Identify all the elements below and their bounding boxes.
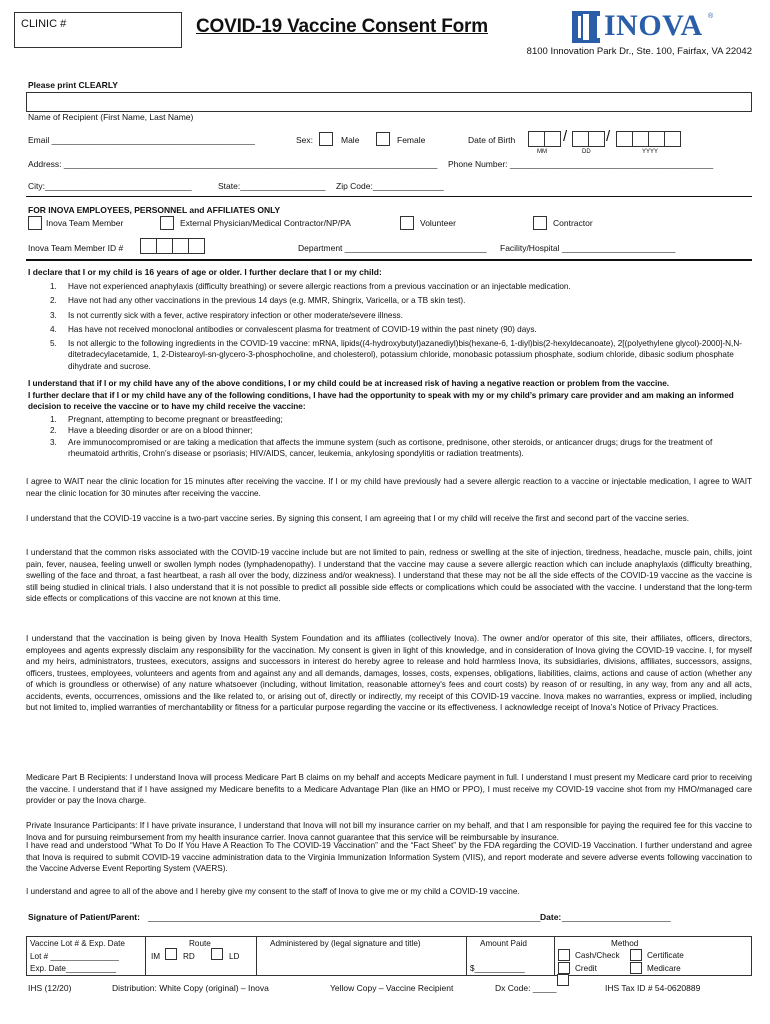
certificate-checkbox[interactable] — [630, 949, 642, 961]
list-item: 1. Have not experienced anaphylaxis (difficulty breathing) or severe allergic reactions from a previous vaccination or an injectable medication. — [50, 282, 571, 291]
clinic-number-box[interactable] — [14, 12, 182, 48]
cash-checkbox[interactable] — [558, 949, 570, 961]
dob-slash-2: / — [606, 128, 611, 145]
im-checkbox[interactable] — [165, 948, 177, 960]
medicare-checkbox[interactable] — [630, 962, 642, 974]
dob-slash-1: / — [563, 128, 568, 145]
recipient-name-input[interactable] — [26, 92, 752, 112]
ld-label: LD — [229, 952, 240, 961]
rd-checkbox[interactable] — [211, 948, 223, 960]
phone-field[interactable]: Phone Number: ___________________________________________ — [448, 159, 714, 169]
wait-paragraph: I agree to WAIT near the clinic location for 15 minutes after receiving the vaccine. If I or my child have previously had a severe allergic reaction to a vaccine or injectable medication, I agree to WAIT near the clinic location for 30 minutes after receiving the vaccine. — [26, 477, 752, 498]
sex-label: Sex: — [296, 135, 314, 145]
risks-paragraph: I understand that the common risks associated with the COVID-19 vaccine include but are not limited to pain, redness or swelling at the site of injection, tiredness, headache, muscle pain, chills, joint pain, fever, nausea, feeling unwell or swollen lymph nodes (lymphadenopathy). I understand that the vaccine may cause a severe allergic reaction which can include anaphylaxis (difficulty breathing, swelling of the face and throat, a fast heartbeat, a rash all over the body, dizziness and/or weakness). I understand that these may not be all the side effects of the COVID-19 vaccine as the vaccine is still being studied in clinical trials. I also understand that it is not possible to predict all possible side effects or complications which could be associated with the vaccine. I understand that the long-term side effects or complications of this vaccine are not known at this time. — [26, 548, 752, 603]
volunteer-checkbox[interactable] — [400, 216, 414, 230]
form-code: IHS (12/20) — [28, 983, 72, 993]
consent-paragraph: I understand and agree to all of the above and I hereby give my consent to the staff of Inova to give me or my child a COVID-19 vaccine. — [26, 887, 520, 896]
declaration-heading: I declare that I or my child is 16 years of age or older. I further declare that I or my child: — [28, 267, 382, 277]
address-field[interactable]: Address: _______________________________________________________________________________ — [28, 159, 438, 169]
exp-date-field[interactable]: Exp. Date___________ — [30, 964, 117, 973]
list-item: 2. Have not had any other vaccinations in the previous 14 days (e.g. MMR, Shingrix, Varicella, or a TB skin test). — [50, 296, 466, 306]
zip-field[interactable]: Zip Code:_______________ — [336, 181, 444, 191]
clinic-label: CLINIC # — [21, 18, 67, 30]
signature-label: Signature of Patient/Parent: — [28, 912, 140, 922]
distribution-note: Distribution: White Copy (original) – Inova — [112, 983, 269, 993]
inova-address: 8100 Innovation Park Dr., Ste. 100, Fairfax, VA 22042 — [526, 46, 752, 57]
city-field[interactable]: City:_______________________________ — [28, 181, 192, 191]
recipient-name-label: Name of Recipient (First Name, Last Name) — [28, 112, 194, 122]
route-header: Route — [189, 939, 211, 948]
employees-heading: FOR INOVA EMPLOYEES, PERSONNEL and AFFILIATES ONLY — [28, 205, 281, 215]
amount-field[interactable]: $___________ — [470, 964, 525, 973]
credit-label: Credit — [575, 964, 597, 973]
list-item: 3. Are immunocompromised or are taking a medication that affects the immune system (such as cortisone, prednisone, other steroids, or anticancer drugs; drugs for the treatment of rheumatoid arthritis, Crohn’s disease or psoriasis; HIV/AIDS, cancer, leukemia, ankylosing spondylitis or radiation treatments). — [50, 437, 713, 458]
series-paragraph: I understand that the COVID-19 vaccine is a two-part vaccine series. By signing this consent, I am agreeing that I or my child will receive the first and second part of the vaccine series. — [26, 514, 690, 523]
male-checkbox[interactable] — [319, 132, 333, 146]
credit-checkbox[interactable] — [558, 962, 570, 974]
fact-sheet-paragraph: I have read and understood “What To Do If You Have A Reaction To The COVID-19 Vaccination” and the “Fact Sheet” by the FDA regarding the COVID-19 Vaccination. I further understand and agree that Inova is required to submit COVID-19 vaccine administration data to the Virginia Immunization Information System (VIIS), and report moderate and severe adverse events following vaccination to the Vaccine Adverse Event Reporting System (VAERS). — [26, 841, 752, 873]
facility-field[interactable]: Facility/Hospital ________________________ — [500, 243, 676, 253]
contractor-label: Contractor — [553, 218, 593, 228]
list-item: 4. Has have not received monoclonal antibodies or convalescent plasma for treatment of COVID-19 within the past ninety (90) days. — [50, 324, 537, 334]
date-label: Date: — [540, 912, 562, 922]
team-id-label: Inova Team Member ID # — [28, 243, 124, 253]
team-member-label: Inova Team Member — [46, 218, 124, 228]
female-label: Female — [397, 135, 426, 145]
dd-label: DD — [582, 149, 591, 155]
volunteer-label: Volunteer — [420, 218, 456, 228]
signature-field[interactable]: ___________________________________________________________________________________ — [148, 912, 541, 922]
team-id-boxes[interactable] — [140, 238, 204, 259]
certificate-label: Certificate — [647, 951, 684, 960]
female-checkbox[interactable] — [376, 132, 390, 146]
administered-header: Administered by (legal signature and title) — [270, 939, 421, 948]
dob-label: Date of Birth — [468, 135, 516, 145]
contractor-checkbox[interactable] — [533, 216, 547, 230]
amount-header: Amount Paid — [480, 939, 527, 948]
list-item: 1. Pregnant, attempting to become pregnant or breastfeeding; — [50, 415, 283, 424]
inova-cross-icon — [572, 11, 600, 43]
medicare-label: Medicare — [647, 964, 681, 973]
list-item: 5. Is not allergic to the following ingredients in the COVID-19 vaccine: mRNA, lipids((4-hydroxybutyl)azanediyl)bis(hexane-6, 1-diyl)bis(2-hexyldecanoate), 2[(polyethylene glycol)-2000]-N,N-ditetradecylacetamide, 1, 2-Distearoyl-sn-glycero-3-phosphocholine, and cholesterol), potassium chloride, monobasic potassium phosphate, sodium chloride, dibasic sodium phosphate dihydrate and sucrose. — [50, 339, 742, 371]
tax-id: IHS Tax ID # 54-0620889 — [605, 983, 701, 993]
further-statement: I further declare that if I or my child have any of the following conditions, I have had the opportunity to speak with my or my child’s primary care provider and am making an informed decision to receive the vaccine or to have my child receive the vaccine: — [28, 391, 734, 412]
conditions-list — [50, 414, 750, 459]
section-rule — [26, 259, 752, 261]
dx-code-field[interactable]: Dx Code: _____ — [495, 983, 557, 993]
lot-header: Vaccine Lot # & Exp. Date — [30, 939, 125, 948]
inova-logo — [572, 11, 722, 45]
print-clearly-label: Please print CLEARLY — [28, 80, 118, 90]
date-field[interactable]: _______________________ — [562, 912, 671, 922]
medicare-paragraph: Medicare Part B Recipients: I understand Inova will process Medicare Part B claims on my behalf and accepts Medicare payment in full. I understand I must present my Medicare card prior to receiving the vaccine. I understand that if I have assigned my Medicare benefits to a Medicare Advantage Plan (like an HMO or PPO), I must receive my COVID-19 vaccine shot from my HMO/managed care provider or pay the Inova charge. — [26, 773, 752, 805]
understand-statement: I understand that if I or my child have any of the above conditions, I or my child could be at increased risk of having a negative reaction or problem from the vaccine. — [28, 379, 670, 388]
dx-checkbox[interactable] — [557, 974, 569, 986]
external-label: External Physician/Medical Contractor/NP/PA — [180, 218, 351, 228]
department-field[interactable]: Department ______________________________ — [298, 243, 487, 253]
administration-table — [26, 936, 752, 976]
list-item: 3. Is not currently sick with a fever, active respiratory infection or other moderate/severe illness. — [50, 310, 403, 320]
mm-label: MM — [537, 149, 547, 155]
release-paragraph: I understand that the vaccination is being given by Inova Health System Foundation and its affiliates (collectively Inova). The owner and/or operator of this site, their affiliates, officers, directors, employees and agents expressly disclaim any responsibility for the vaccination. My consent is given in light of this knowledge, and in consideration of Inova giving the COVID-19 vaccine. I, for myself and my heirs, administrators, trustees, executors, assigns and successors in interest do hereby agree to release and hold harmless Inova, its subsidiaries, divisions, affiliates, successors, assigns, officers, trustees, employees, volunteers and agents from and against any and all demands, damages, losses, costs, expenses, obligations, liabilities, claims, actions and cause of action (whether any of which is groundless or otherwise) of any nature whatsoever (including, without limitation, reasonable attorney's fees and court costs) by reason of or resulting, in any way, from any and all acts, accidents, events, occurrences, omissions and the like related to, or arising out of, directly or indirectly, my receipt of this COVID-19 vaccine. Inova makes no warranties, express or implied, including but not limited to, implied warranties of merchantability or fitness for a particular purpose regarding the vaccine or its effectiveness. I acknowledge receipt of Inova’s Notice of Privacy Practices. — [26, 634, 752, 712]
team-member-checkbox[interactable] — [28, 216, 42, 230]
im-label: IM — [151, 952, 161, 961]
male-label: Male — [341, 135, 360, 145]
email-field[interactable]: Email ___________________________________________ — [28, 135, 255, 145]
list-item: 2. Have a bleeding disorder or are on a blood thinner; — [50, 426, 253, 436]
yyyy-label: YYYY — [642, 149, 659, 155]
yellow-copy-note: Yellow Copy – Vaccine Recipient — [330, 983, 454, 993]
divider — [26, 196, 752, 197]
private-insurance-paragraph: Private Insurance Participants: If I have private insurance, I understand that Inova will not bill my insurance carrier on my behalf, and that I am responsible for paying the required fee for this vaccine to Inova and for pursuing reimbursement from my health insurance carrier. Inova cannot guarantee that this service will be reimbursable by insurance. — [26, 821, 752, 842]
declaration-list — [50, 281, 750, 372]
method-header: Method — [611, 939, 639, 948]
rd-label: RD — [183, 952, 195, 961]
form-title: COVID-19 Vaccine Consent Form — [196, 16, 488, 37]
state-field[interactable]: State:__________________ — [218, 181, 326, 191]
lot-field[interactable]: Lot # _______________ — [30, 952, 119, 961]
logo-registered: ® — [708, 13, 714, 20]
cash-label: Cash/Check — [575, 951, 620, 960]
external-checkbox[interactable] — [160, 216, 174, 230]
logo-text: INOVA — [604, 9, 703, 42]
